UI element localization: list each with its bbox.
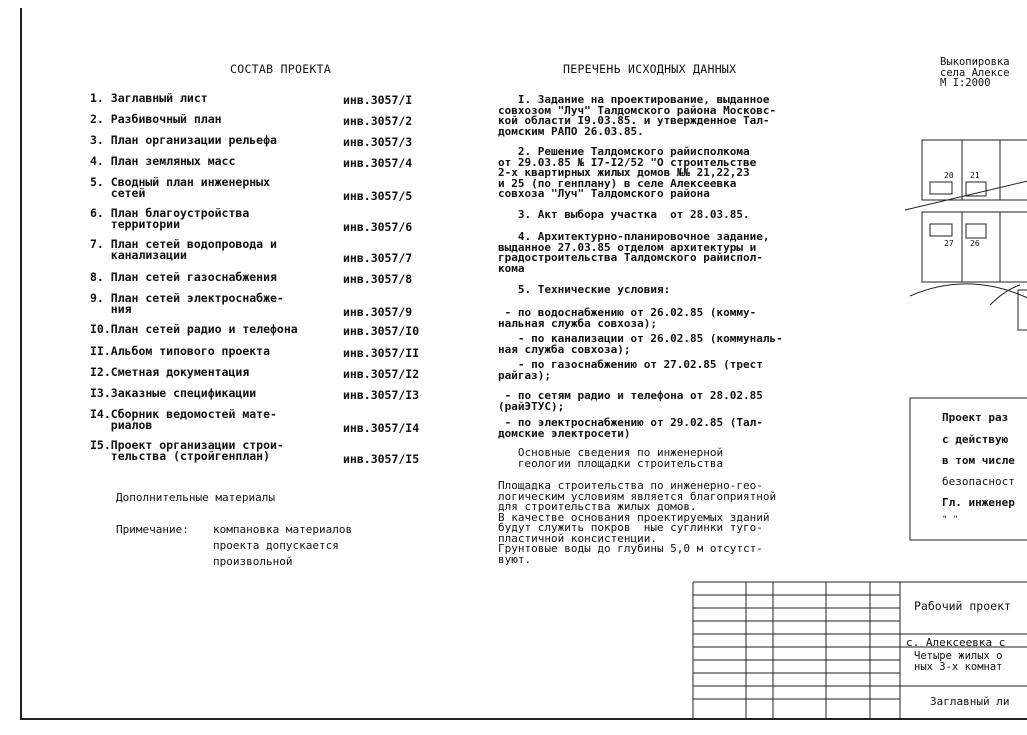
note-label: Примечание: <box>116 523 189 536</box>
stamp-sheet-name: Заглавный ли <box>930 695 1010 708</box>
source-item-5: 5. Технические условия: <box>498 283 671 296</box>
extra-materials: Дополнительные материалы <box>116 491 275 504</box>
geology-title: Основные сведения по инженерной геологии площадки строительства <box>517 446 724 470</box>
composition-item-name: 8. План сетей газоснабжения <box>90 270 277 284</box>
composition-item-code: инв.3057/I0 <box>343 324 420 338</box>
source-item-1: I. Задание на проектирование, выданное совхозом "Луч" Талдомского района Московс- кой области I9.03.85. и утвержденное Тал- домским РАПО 26.03.85. <box>498 93 777 138</box>
composition-item-code: инв.3057/5 <box>343 189 413 203</box>
note-box-line-2: с действую <box>942 433 1009 446</box>
condition-sewer: - по канализации от 26.02.85 (коммуналь- ная служба совхоза); <box>498 332 783 356</box>
map-label-20: 20 <box>944 171 954 180</box>
composition-item-name: I5.Проект организации строи- тельства (стройгенплан) <box>90 438 284 463</box>
composition-item-name: 4. План земляных масс <box>90 154 236 168</box>
composition-item-code: инв.3057/4 <box>343 156 413 170</box>
composition-item-code: инв.3057/7 <box>343 251 413 265</box>
note-line-3: произвольной <box>213 555 293 568</box>
note-line-1: компановка материалов <box>213 523 353 536</box>
source-item-2: 2. Решение Талдомского райисполкома от 29.03.85 № I7-I2/52 "О строительстве 2-х квартирных жилых домов №№ 21,22,23 и 25 (по генплану) в селе Алексеевка совхоза "Луч" Талдомского района <box>498 145 757 200</box>
composition-item-name: I4.Сборник ведомостей мате- риалов <box>90 407 277 432</box>
composition-title: СОСТАВ ПРОЕКТА <box>230 62 332 76</box>
composition-item-code: инв.3057/3 <box>343 135 413 149</box>
composition-item-name: I0.План сетей радио и телефона <box>90 322 298 336</box>
composition-item-code: инв.3057/2 <box>343 114 413 128</box>
geology-text: Площадка строительства по инженерно-гео- логическим условиям является благоприятной для строительства жилых домов. В качестве основания проектируемых зданий будут служить покров ные суглинки туго- пластичной консистенции. Грунтовые воды до глубины 5,0 м отсутст- вуют. <box>498 479 777 566</box>
composition-item-name: I3.Заказные спецификации <box>90 386 257 400</box>
composition-item-code: инв.3057/I4 <box>343 421 420 435</box>
condition-radio: - по сетям радио и телефона от 28.02.85 (райЭТУС); <box>498 389 763 413</box>
map-label-21: 21 <box>970 171 980 180</box>
stamp-place: с. Алексеевка с <box>906 636 1006 649</box>
composition-item-code: инв.3057/I5 <box>343 452 420 466</box>
composition-item-name: 2. Разбивочный план <box>90 112 222 126</box>
note-box-line-6: " " <box>942 515 959 525</box>
composition-item-code: инв.3057/6 <box>343 220 413 234</box>
stamp-description: Четыре жилых о ных 3-х комнат <box>914 650 1003 673</box>
composition-item-code: инв.3057/I <box>343 93 413 107</box>
condition-water: - по водоснабжению от 26.02.85 (комму- нальная служба совхоза); <box>498 306 757 330</box>
note-box-line-5: Гл. инженер <box>942 496 1015 509</box>
composition-item-code: инв.3057/I2 <box>343 367 420 381</box>
stamp-title: Рабочий проект <box>914 599 1011 613</box>
composition-item-code: инв.3057/I3 <box>343 388 420 402</box>
map-label-27: 27 <box>944 239 954 248</box>
condition-gas: - по газоснабжению от 27.02.85 (трест райгаз); <box>498 358 763 382</box>
composition-item-code: инв.3057/8 <box>343 272 413 286</box>
map-caption: Выкопировка села Алексе М I:2000 <box>940 56 1010 89</box>
composition-item-name: 6. План благоустройства территории <box>90 206 250 231</box>
composition-item-name: 3. План организации рельефа <box>90 133 277 147</box>
map-label-26: 26 <box>970 239 980 248</box>
note-box-line-3: в том числе <box>942 454 1015 467</box>
composition-item-name: 7. План сетей водопровода и канализации <box>90 237 277 262</box>
source-data-title: ПЕРЕЧЕНЬ ИСХОДНЫХ ДАННЫХ <box>563 62 737 76</box>
source-item-3: 3. Акт выбора участка от 28.03.85. <box>498 208 750 221</box>
note-box-line-4: безопасност <box>942 475 1015 488</box>
note-line-2: проекта допускается <box>213 539 339 552</box>
composition-item-name: II.Альбом типового проекта <box>90 344 271 358</box>
composition-item-code: инв.3057/9 <box>343 305 413 319</box>
composition-item-name: 1. Заглавный лист <box>90 91 208 105</box>
composition-item-name: 9. План сетей электроснабже- ния <box>90 291 284 316</box>
note-box-line-1: Проект раз <box>942 411 1009 424</box>
composition-item-code: инв.3057/II <box>343 346 420 360</box>
source-item-4: 4. Архитектурно-планировочное задание, выданное 27.03.85 отделом архитектуры и градостроительства Талдомского райиспол- кома <box>498 230 770 275</box>
composition-item-name: 5. Сводный план инженерных сетей <box>90 175 271 200</box>
condition-electric: - по электроснабжению от 29.02.85 (Тал- домские электросети) <box>498 416 763 440</box>
composition-item-name: I2.Сметная документация <box>90 365 250 379</box>
